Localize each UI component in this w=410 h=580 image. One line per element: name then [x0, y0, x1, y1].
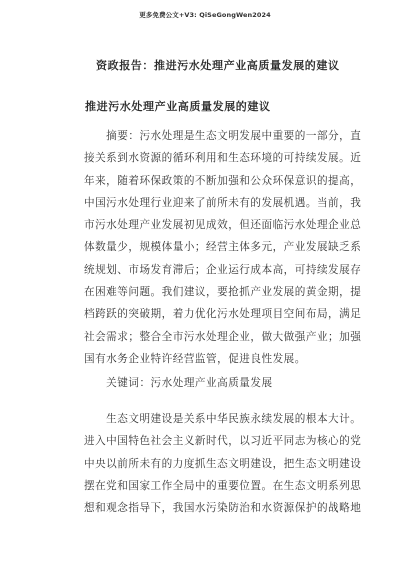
abstract-line: 中国污水处理行业迎来了前所未有的发展机遇。当前，我 [84, 196, 362, 209]
abstract-line: 接关系到水资源的循环利用和生态环境的可持续发展。近 [84, 152, 362, 165]
body-line: 想和观念指导下，我国水污染防治和水资源保护的战略地 [84, 502, 362, 515]
keywords-paragraph [84, 372, 329, 394]
document-subtitle: 推进污水处理产业高质量发展的建议 [85, 100, 271, 113]
abstract-line: 档跨跃的突破期，着力优化污水处理项目空间布局，满足 [84, 308, 362, 321]
abstract-line: 社会需求；整合全市污水处理企业，做大做强产业；加强 [84, 330, 362, 343]
abstract-paragraph [84, 125, 362, 370]
abstract-line: 摘要：污水处理是生态文明发展中重要的一部分，直 [84, 130, 362, 142]
abstract-line: 体数量少，规模体量小；经营主体多元，产业发展缺乏系 [84, 241, 362, 254]
body-line: 中央以前所未有的力度抓生态文明建设，把生态文明建设 [84, 457, 362, 470]
body-paragraph [84, 408, 362, 519]
body-line: 生态文明建设是关系中华民族永续发展的根本大计。 [84, 413, 362, 425]
abstract-line: 统规划、市场发育滞后；企业运行成本高，可持续发展存 [84, 263, 362, 276]
keywords-line: 关键词：污水处理产业高质量发展 [84, 377, 273, 389]
body-line: 进入中国特色社会主义新时代，以习近平同志为核心的党 [84, 435, 362, 448]
abstract-line: 年来，随着环保政策的不断加强和公众环保意识的提高， [84, 174, 362, 187]
document-title: 资政报告：推进污水处理产业高质量发展的建议 [96, 59, 340, 72]
body-line: 摆在党和国家工作全局中的重要位置。在生态文明系列思 [84, 479, 362, 492]
abstract-line: 市污水处理产业发展初见成效，但还面临污水处理企业总 [84, 219, 362, 232]
abstract-line: 在困难等问题。我们建议，要抢抓产业发展的黄金期，提 [84, 286, 362, 299]
header-note: 更多免费公文+V3: QiSeGongWen2024 [139, 11, 271, 19]
abstract-line: 国有水务企业特许经营监管，促进良性发展。 [84, 352, 306, 365]
